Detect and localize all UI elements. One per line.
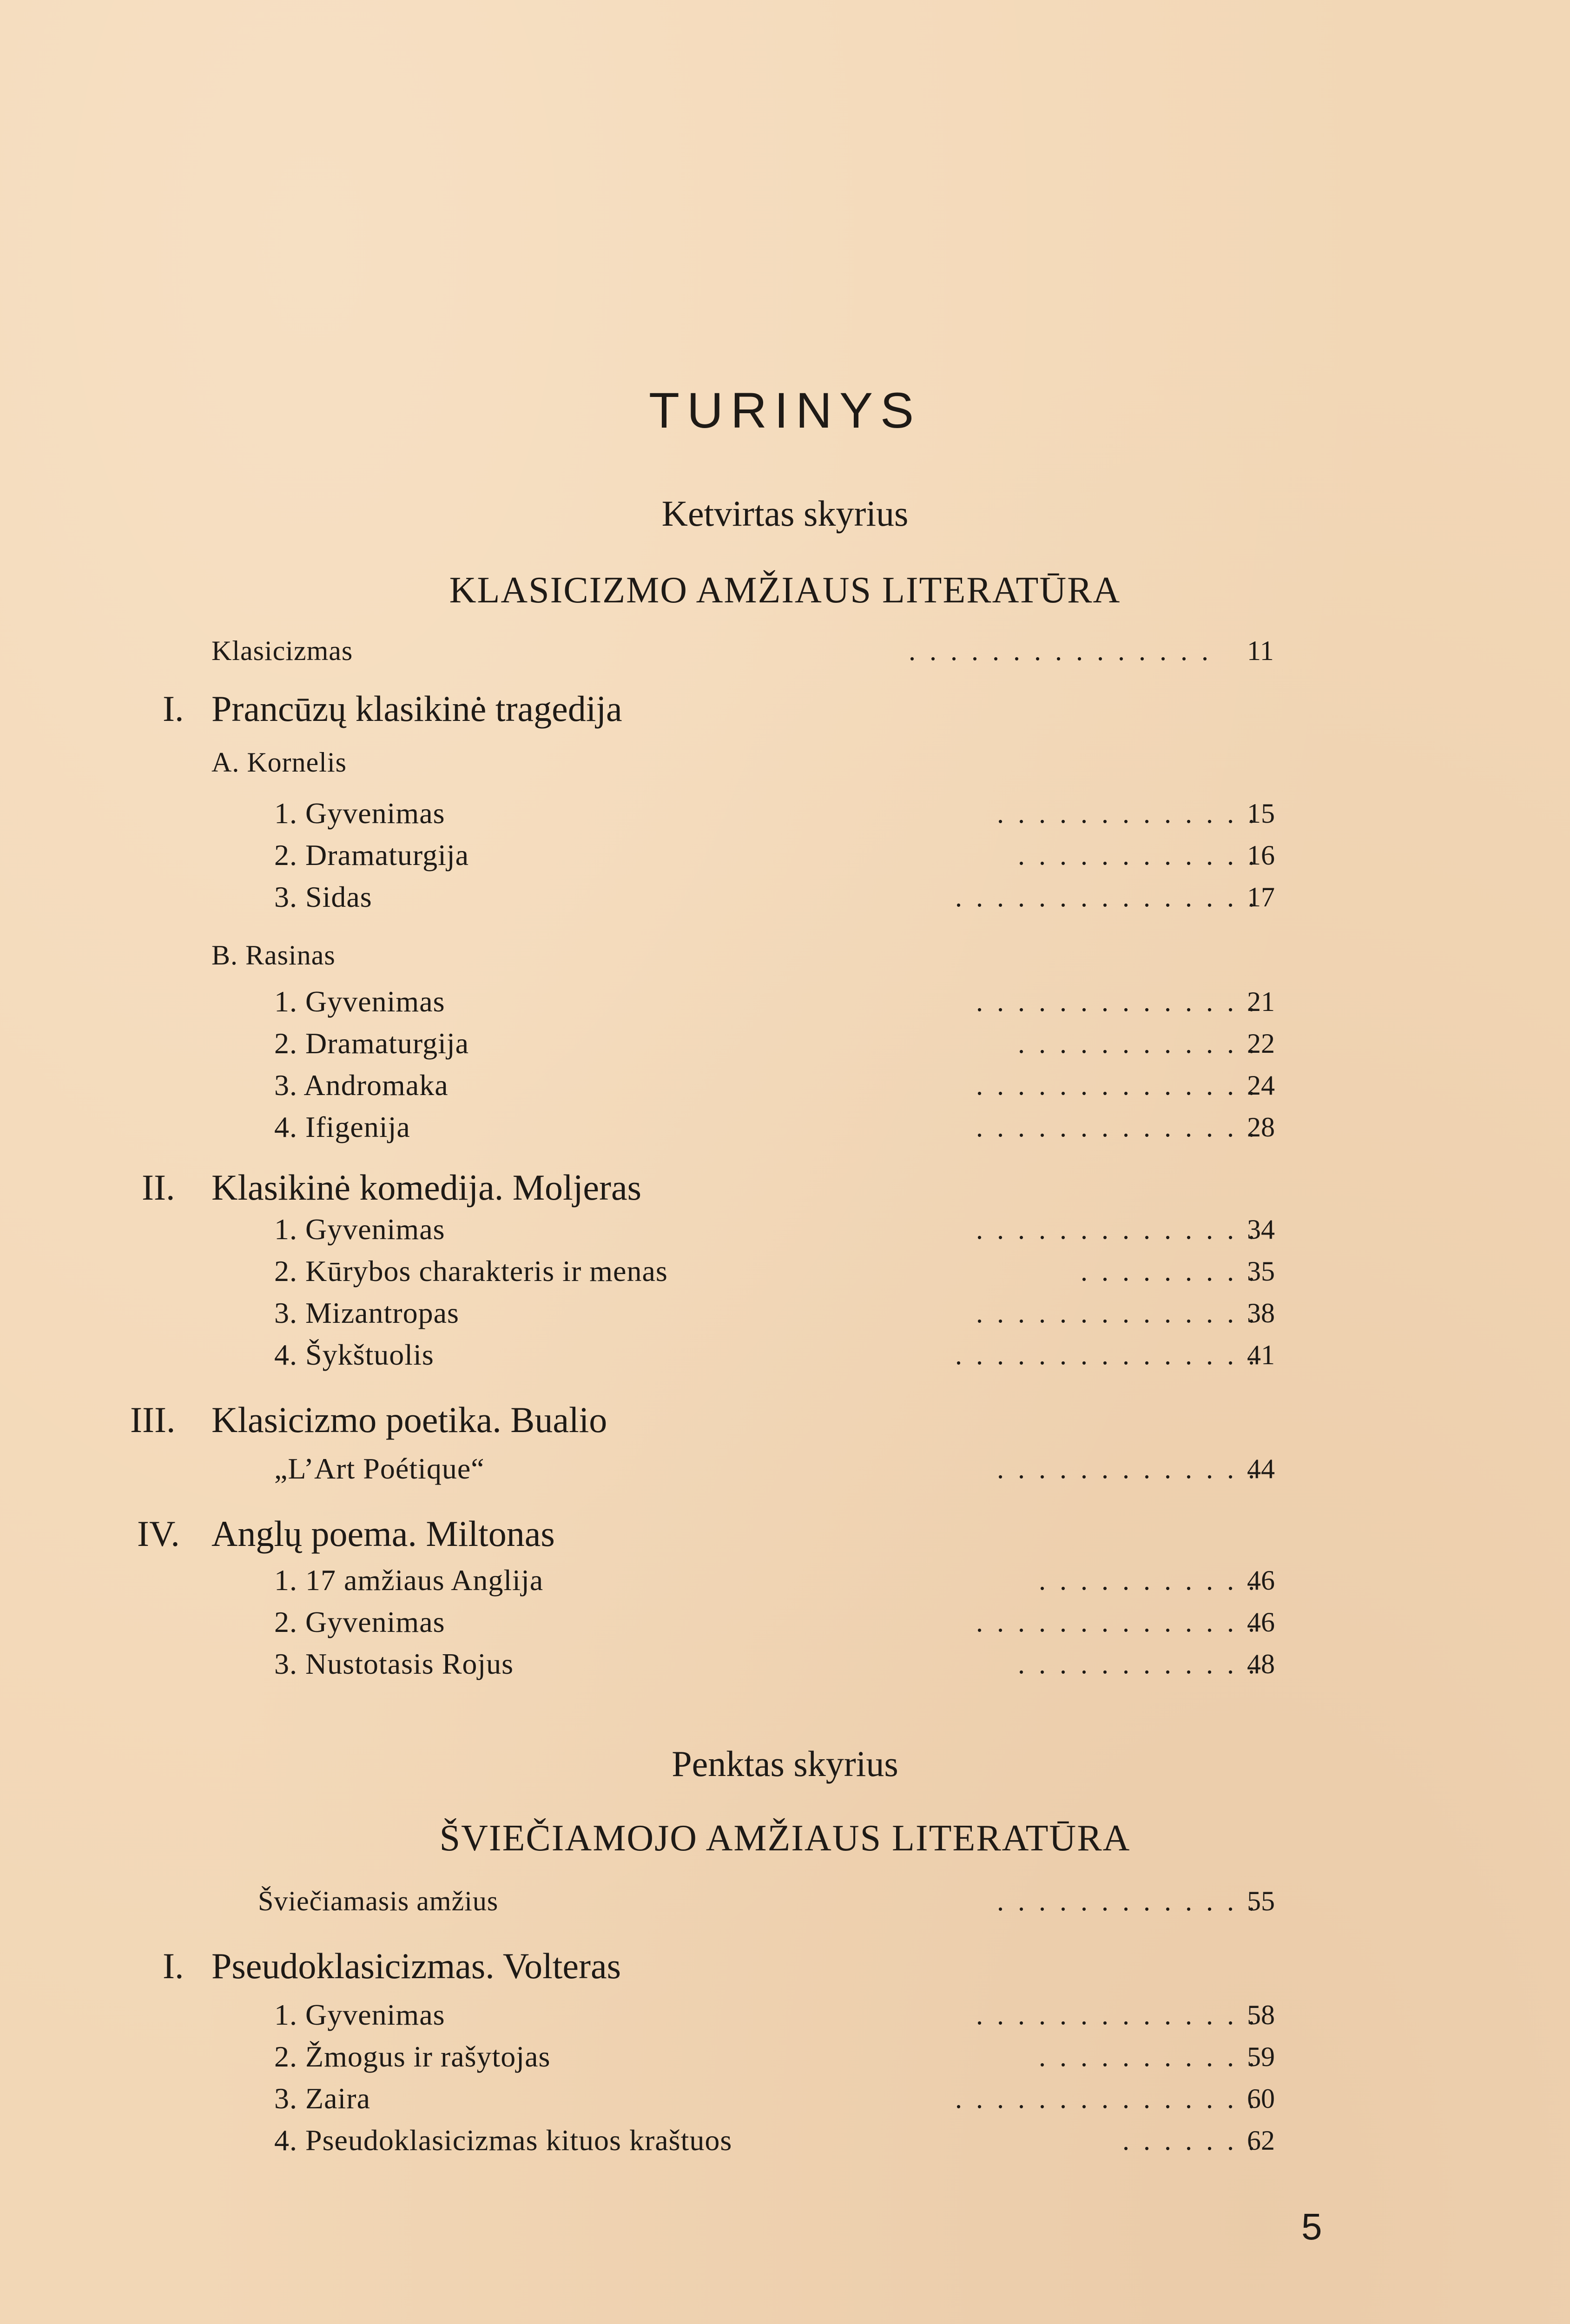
page-number: 55 — [1247, 1886, 1275, 1916]
entry-label: 3. Zaira — [274, 2082, 370, 2115]
leader-dots: . . . . . . . . . . . . . . . — [955, 1340, 1255, 1370]
page-number: 48 — [1247, 1649, 1275, 1679]
page-number: 59 — [1247, 2041, 1275, 2072]
leader-dots: . . . . . . . . . . . . — [1018, 840, 1255, 871]
entry-label: Šviečiamasis amžius — [258, 1886, 499, 1916]
leader-dots: . . . . . . . . . . . . — [1018, 1649, 1255, 1679]
chapter-title: ŠVIEČIAMOJO AMŽIAUS LITERATŪRA — [439, 1818, 1131, 1859]
entry-label: 3. Sidas — [274, 880, 372, 913]
section-title: Prancūzų klasikinė tragedija — [211, 688, 622, 729]
entry-label: 2. Dramaturgija — [274, 1027, 469, 1060]
entry-label: 1. Gyvenimas — [274, 797, 445, 830]
section-roman: I. — [163, 688, 184, 729]
entry-label: 2. Žmogus ir rašytojas — [274, 2040, 551, 2073]
page-number: 60 — [1247, 2083, 1275, 2114]
section-roman: IV. — [137, 1513, 180, 1554]
leader-dots: . . . . . . . . . . . — [1039, 2041, 1255, 2072]
leader-dots: . . . . . . . . . . . . . . . — [955, 882, 1255, 912]
leader-dots: . . . . . . . . . . . . . . — [976, 1070, 1255, 1101]
entry-label: 4. Ifigenija — [274, 1110, 410, 1143]
page-number: 16 — [1247, 840, 1275, 871]
section-roman: III. — [130, 1400, 176, 1440]
entry-label: 4. Šykštuolis — [274, 1338, 434, 1371]
folio-page-number: 5 — [1301, 2206, 1322, 2247]
leader-dots: . . . . . . . — [1122, 2125, 1255, 2156]
leader-dots: . . . . . . . . . . . . . . — [976, 1607, 1255, 1637]
leader-dots: . . . . . . . . . . . . — [1018, 1028, 1255, 1059]
leader-dots: . . . . . . . . . . . . . . — [976, 1112, 1255, 1142]
page-number: 11 — [1247, 635, 1274, 666]
subsection-title: A. Kornelis — [211, 747, 347, 778]
chapter-heading: Penktas skyrius — [672, 1743, 898, 1784]
section-title: Pseudoklasicizmas. Volteras — [211, 1946, 621, 1986]
leader-dots: . . . . . . . . . . . . . . — [976, 2000, 1255, 2030]
section-title: Klasikinė komedija. Moljeras — [211, 1167, 641, 1208]
page-number: 22 — [1247, 1028, 1275, 1059]
page-number: 58 — [1247, 2000, 1275, 2030]
leader-dots: . . . . . . . . . . . — [1039, 1565, 1255, 1596]
entry-label: 1. Gyvenimas — [274, 1998, 445, 2031]
entry-label: 2. Gyvenimas — [274, 1605, 445, 1638]
page-title: TURINYS — [648, 382, 922, 438]
chapter-heading: Ketvirtas skyrius — [661, 493, 909, 534]
section-roman: II. — [142, 1167, 175, 1208]
page-number: 62 — [1247, 2125, 1275, 2156]
page-number: 46 — [1247, 1607, 1275, 1637]
leader-dots: . . . . . . . . . . . . . . . — [909, 635, 1208, 666]
entry-label: „L’Art Poétique“ — [274, 1452, 485, 1485]
page-number: 44 — [1247, 1453, 1275, 1484]
entry-label: 1. Gyvenimas — [274, 1213, 445, 1246]
leader-dots: . . . . . . . . . . . . . . — [976, 1214, 1255, 1245]
page-number: 21 — [1247, 986, 1275, 1017]
page-number: 24 — [1247, 1070, 1275, 1101]
leader-dots: . . . . . . . . . . . . . — [997, 1453, 1255, 1484]
leader-dots: . . . . . . . . . . . . . — [997, 1886, 1255, 1916]
leader-dots: . . . . . . . . . . . . . — [997, 798, 1255, 829]
leader-dots: . . . . . . . . . . . . . . — [976, 986, 1255, 1017]
entry-label: 3. Andromaka — [274, 1069, 449, 1102]
subsection-title: B. Rasinas — [211, 940, 336, 971]
page-number: 15 — [1247, 798, 1275, 829]
section-roman: I. — [163, 1946, 184, 1986]
page-number: 28 — [1247, 1112, 1275, 1142]
entry-label: 3. Mizantropas — [274, 1296, 459, 1329]
page-number: 17 — [1247, 882, 1275, 912]
page-number: 46 — [1247, 1565, 1275, 1596]
leader-dots: . . . . . . . . . . . . . . — [976, 1298, 1255, 1328]
page-number: 38 — [1247, 1298, 1275, 1328]
entry-label: Klasicizmas — [211, 635, 353, 666]
page-number: 34 — [1247, 1214, 1275, 1245]
page-number: 41 — [1247, 1340, 1275, 1370]
section-title: Klasicizmo poetika. Bualio — [211, 1400, 607, 1440]
leader-dots: . . . . . . . . . — [1081, 1256, 1255, 1287]
entry-label: 4. Pseudoklasicizmas kituos kraštuos — [274, 2124, 732, 2157]
section-title: Anglų poema. Miltonas — [211, 1513, 555, 1554]
entry-label: 3. Nustotasis Rojus — [274, 1647, 514, 1680]
leader-dots: . . . . . . . . . . . . . . . — [955, 2083, 1255, 2114]
entry-label: 1. Gyvenimas — [274, 985, 445, 1018]
entry-label: 1. 17 amžiaus Anglija — [274, 1564, 544, 1597]
page-number: 35 — [1247, 1256, 1275, 1287]
entry-label: 2. Dramaturgija — [274, 838, 469, 872]
chapter-title: KLASICIZMO AMŽIAUS LITERATŪRA — [449, 570, 1121, 611]
entry-label: 2. Kūrybos charakteris ir menas — [274, 1254, 668, 1287]
